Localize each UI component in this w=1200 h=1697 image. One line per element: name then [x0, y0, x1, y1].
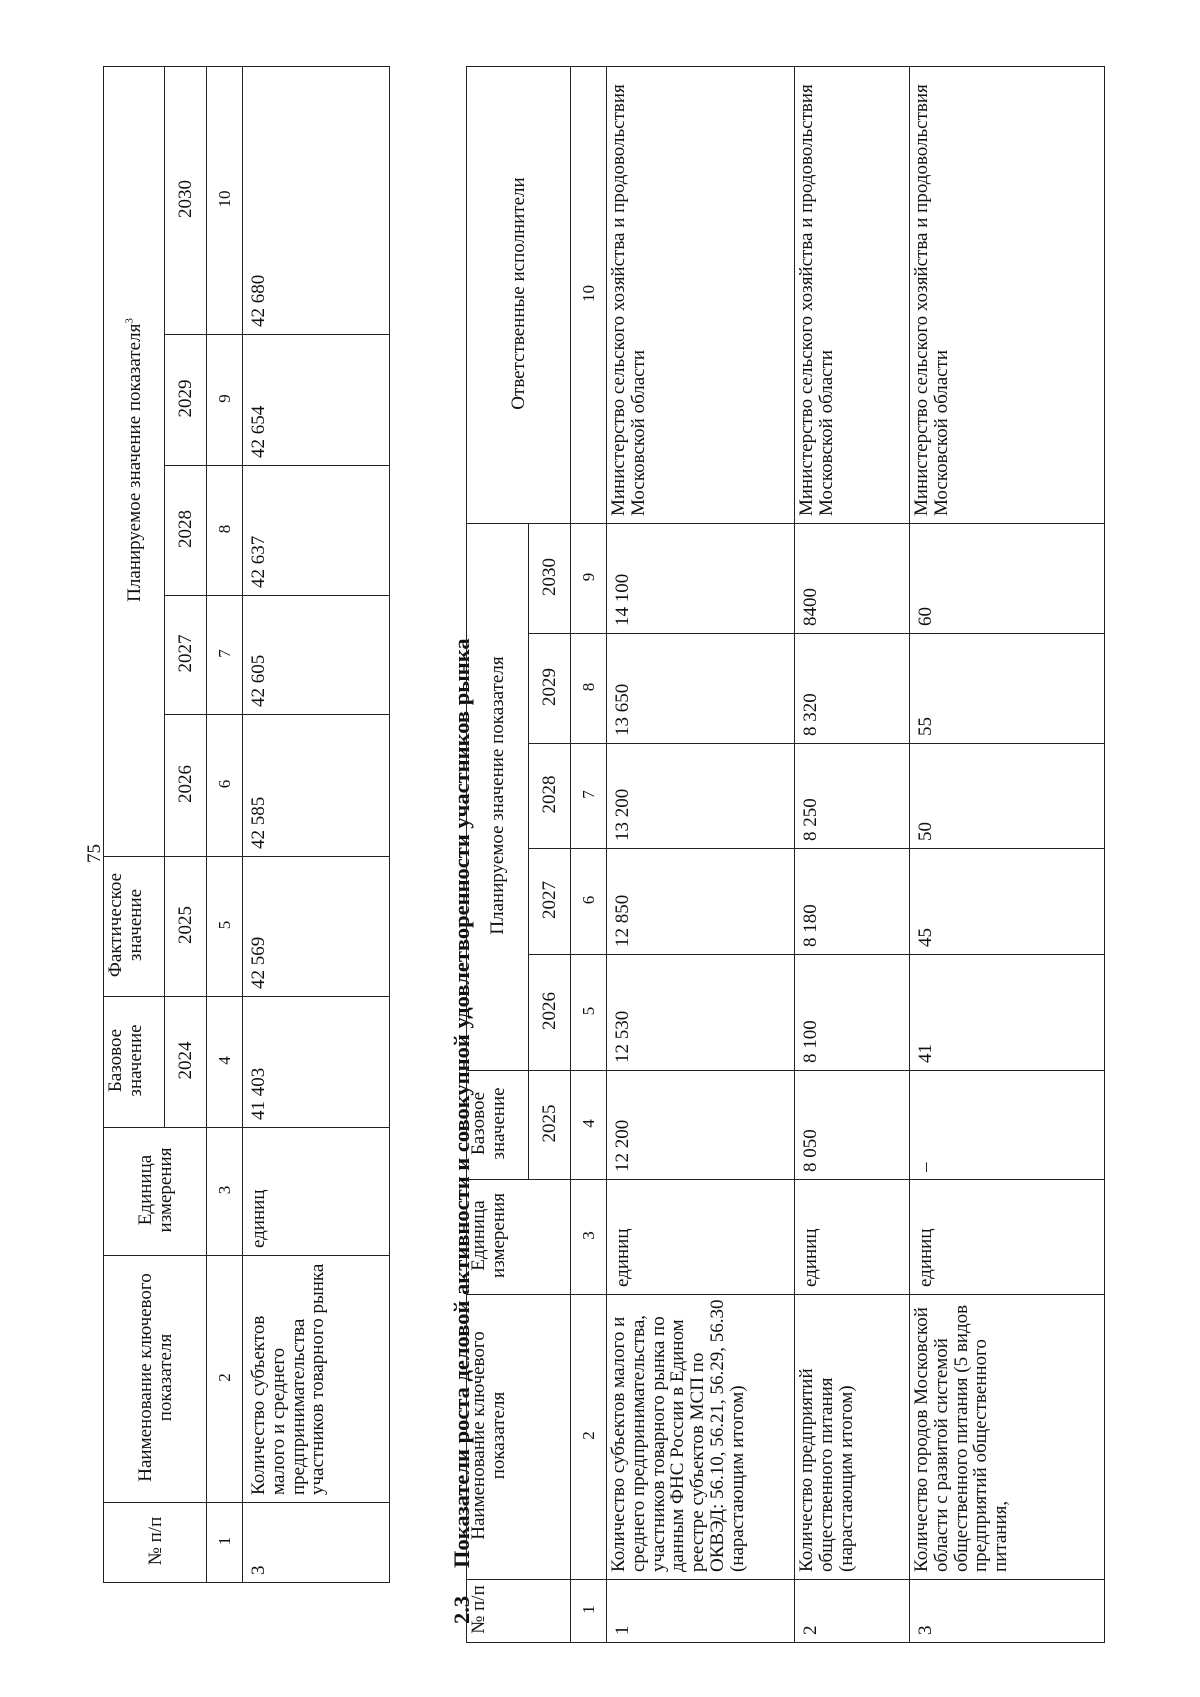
unit-cell: единиц: [243, 1128, 390, 1256]
column-number: 4: [571, 1071, 607, 1180]
value-cell: 41 403: [243, 997, 390, 1128]
year-cell: 2029: [529, 634, 571, 744]
column-number: 8: [207, 466, 243, 596]
table-row: [910, 67, 1105, 1643]
key-indicator-table-continued: [103, 66, 390, 1583]
header-planned-value: Планируемое значение показателя: [467, 524, 529, 1071]
footnote-mark: 3: [123, 318, 136, 324]
value-cell: 55: [910, 634, 1105, 744]
year-cell: 2027: [165, 596, 207, 715]
year-cell: 2024: [165, 997, 207, 1128]
year-cell: 2030: [165, 66, 207, 334]
header-base-value: Базовое значение: [104, 997, 165, 1128]
column-number: 5: [571, 955, 607, 1071]
section-title: Показатели роста деловой активности и совокупной удовлетворенности участников рынка: [449, 638, 474, 1568]
responsible-cell: Министерство сельского хозяйства и продовольствия Московской области: [607, 67, 795, 524]
column-number: 9: [207, 335, 243, 466]
responsible-cell: Министерство сельского хозяйства и продовольствия Московской области: [910, 67, 1105, 524]
indicator-name: Количество субъектов малого и среднего предпринимательства, участников товарного рынка по данным ФНС России в Едином реестре субъектов МСП по ОКВЭД: 56.10, 56.21, 56.29, 56.30 (нарастающим итогом): [607, 1295, 795, 1580]
value-cell: 8 250: [795, 744, 910, 849]
column-number: 6: [207, 715, 243, 857]
business-activity-table: [466, 66, 1105, 1643]
indicator-name: Количество предприятий общественного питания (нарастающим итогом): [795, 1295, 910, 1580]
value-cell: 8 050: [795, 1071, 910, 1180]
table-row: [243, 66, 390, 1582]
value-cell: 12 850: [607, 849, 795, 955]
row-num: 1: [607, 1580, 795, 1643]
responsible-cell: Министерство сельского хозяйства и продовольствия Московской области: [795, 67, 910, 524]
column-number: 2: [571, 1295, 607, 1580]
year-cell: 2027: [529, 849, 571, 955]
header-indicator-name: Наименование ключевого показателя: [104, 1256, 207, 1503]
value-cell: 12 530: [607, 955, 795, 1071]
section-number: 2.3: [449, 1595, 474, 1624]
unit-cell: единиц: [607, 1180, 795, 1295]
header-num: № п/п: [104, 1503, 207, 1583]
row-num: 3: [243, 1503, 390, 1583]
unit-cell: единиц: [795, 1180, 910, 1295]
year-cell: 2026: [165, 715, 207, 857]
header-responsible: Ответственные исполнители: [467, 67, 571, 524]
value-cell: 8 320: [795, 634, 910, 744]
column-number: 7: [571, 744, 607, 849]
header-base-value: Базовое значение: [467, 1071, 529, 1180]
year-cell: 2026: [529, 955, 571, 1071]
column-number: 2: [207, 1256, 243, 1503]
value-cell: 14 100: [607, 524, 795, 634]
value-cell: 8400: [795, 524, 910, 634]
value-cell: 42 654: [243, 335, 390, 466]
table1-wrapper: [103, 67, 390, 1583]
year-cell: 2028: [165, 466, 207, 596]
column-number: 7: [207, 596, 243, 715]
value-cell: 8 180: [795, 849, 910, 955]
column-number: 5: [207, 857, 243, 997]
column-number: 10: [571, 67, 607, 524]
column-number: 8: [571, 634, 607, 744]
value-cell: 50: [910, 744, 1105, 849]
value-cell: 42 637: [243, 466, 390, 596]
value-cell: 42 605: [243, 596, 390, 715]
row-num: 3: [910, 1580, 1105, 1643]
unit-cell: единиц: [910, 1180, 1105, 1295]
value-cell: 60: [910, 524, 1105, 634]
value-cell: 8 100: [795, 955, 910, 1071]
year-cell: 2025: [165, 857, 207, 997]
value-cell: 45: [910, 849, 1105, 955]
table-row: [795, 67, 910, 1643]
header-num: № п/п: [467, 1580, 571, 1643]
column-number: 3: [571, 1180, 607, 1295]
row-num: 2: [795, 1580, 910, 1643]
value-cell: 13 650: [607, 634, 795, 744]
column-number: 3: [207, 1128, 243, 1256]
header-planned-text: Планируемое значение показателя: [123, 323, 145, 602]
indicator-name: Количество субъектов малого и среднего предпринимательства участников товарного рынка: [243, 1256, 390, 1503]
value-cell: 42 585: [243, 715, 390, 857]
column-number: 9: [571, 524, 607, 634]
column-number: 6: [571, 849, 607, 955]
table-row: [607, 67, 795, 1643]
column-number: 1: [571, 1580, 607, 1643]
value-cell: 12 200: [607, 1071, 795, 1180]
header-fact-value: Фактическое значение: [104, 857, 165, 997]
year-cell: 2025: [529, 1071, 571, 1180]
header-unit: Единица измерения: [104, 1128, 207, 1256]
header-unit: Единица измерения: [467, 1180, 571, 1295]
column-number: 4: [207, 997, 243, 1128]
value-cell: 42 680: [243, 66, 390, 334]
value-cell: 13 200: [607, 744, 795, 849]
value-cell: 41: [910, 955, 1105, 1071]
year-cell: 2028: [529, 744, 571, 849]
column-number: 10: [207, 66, 243, 334]
year-cell: 2030: [529, 524, 571, 634]
header-planned-value: [104, 66, 165, 856]
indicator-name: Количество городов Московской области с развитой системой общественного питания (5 видов предприятий общественного питания,: [910, 1295, 1105, 1580]
header-indicator-name: Наименование ключевого показателя: [467, 1295, 571, 1580]
column-number: 1: [207, 1503, 243, 1583]
value-cell: 42 569: [243, 857, 390, 997]
table2-wrapper: [466, 67, 1105, 1643]
value-cell: –: [910, 1071, 1105, 1180]
page-number: 75: [84, 844, 105, 863]
year-cell: 2029: [165, 335, 207, 466]
